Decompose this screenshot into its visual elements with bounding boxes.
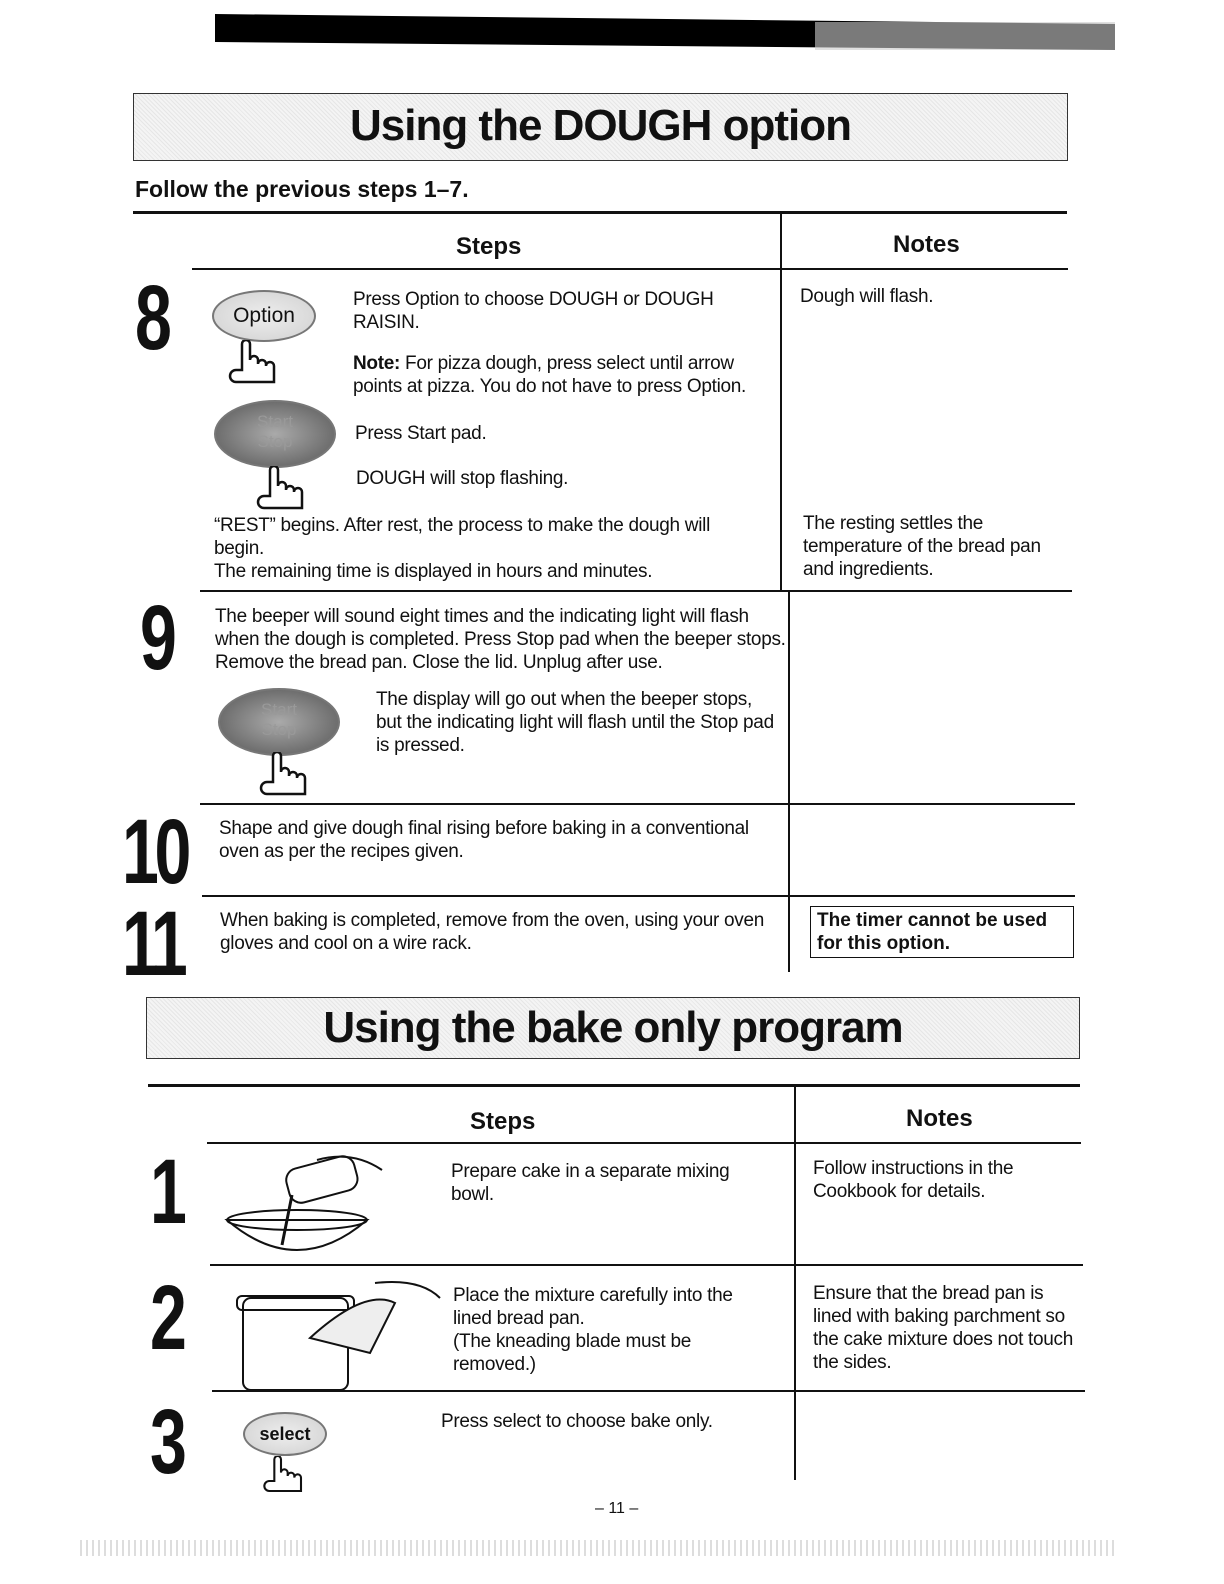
dough-section-title: Using the DOUGH option [133,93,1068,161]
step-number-10: 10 [122,801,188,903]
note-body: For pizza dough, press select until arrow points at pizza. You do not have to press Option. [353,353,747,397]
step-text: (The kneading blade must be removed.) [453,1331,692,1375]
pointing-hand-icon [254,466,314,514]
start-label: Start [257,412,293,431]
notes-header: Notes [893,231,960,258]
page-number: – 11 – [595,1500,639,1517]
steps-header: Steps [470,1108,536,1135]
mixer-bowl-illustration [222,1150,387,1270]
column-divider [794,1087,796,1480]
note-label: Note: [353,353,401,374]
step-number-1: 1 [150,1141,183,1243]
bread-pan-illustration [235,1278,445,1398]
notes-text: Follow instructions in the Cookbook for details. [813,1158,1014,1202]
timer-warning-note: The timer cannot be used for this option. [810,906,1074,958]
start-label: Start [261,700,297,719]
stop-label: Stop [261,720,297,739]
step-number-3: 3 [150,1391,183,1493]
divider [200,590,1072,592]
divider [202,895,1075,897]
step-text: When baking is completed, remove from the oven, using your oven gloves and cool on a wire rack. [220,910,765,954]
header-banner [215,14,1120,54]
step-text: The display will go out when the beeper stops, but the indicating light will flash until the Stop pad is pressed. [376,689,774,756]
step-text: Press Option to choose DOUGH or DOUGH RAISIN. [353,289,714,333]
start-stop-button-illustration [218,688,340,756]
steps-header: Steps [456,233,522,260]
scan-noise [80,1540,1115,1556]
stop-label: Stop [257,432,293,451]
select-button-illustration: select [243,1412,327,1456]
step-text: Prepare cake in a separate mixing bowl. [451,1161,730,1205]
step-number-2: 2 [150,1267,183,1369]
step-text: The beeper will sound eight times and the indicating light will flash when the dough is completed. Press Stop pad when the beeper stops. Remove the bread pan. Close the lid. Unplug after use. [215,606,786,673]
divider [192,268,1068,270]
divider [133,211,1067,214]
note-text [353,352,778,398]
divider [200,803,1075,805]
divider [207,1142,1081,1144]
step-number-8: 8 [135,267,168,369]
step-text: Place the mixture carefully into the lined bread pan. [453,1285,733,1329]
intro-text: Follow the previous steps 1–7. [135,176,469,202]
divider [210,1264,1083,1266]
step-text: Shape and give dough final rising before baking in a conventional oven as per the recipes given. [219,818,749,862]
notes-text: Ensure that the bread pan is lined with baking parchment so the cake mixture does not touch the sides. [813,1283,1074,1373]
bake-section-title: Using the bake only program [146,997,1080,1059]
step-text: DOUGH will stop flashing. [356,468,569,489]
pointing-hand-icon [226,340,286,388]
option-button-illustration: Option [212,290,316,342]
step-text: The remaining time is displayed in hours and minutes. [214,561,653,582]
pointing-hand-icon [257,752,317,800]
pointing-hand-icon [256,1456,316,1496]
column-divider [788,592,790,972]
step-number-9: 9 [140,587,173,689]
step-text: Press Start pad. [355,423,487,444]
step-text: Press select to choose bake only. [441,1411,713,1432]
divider [212,1390,1085,1392]
step-number-11: 11 [122,893,184,995]
notes-header: Notes [906,1105,973,1132]
notes-text: Dough will flash. [800,286,934,307]
divider [148,1084,1080,1087]
step-text: “REST” begins. After rest, the process to make the dough will begin. [214,515,710,559]
notes-text: The resting settles the temperature of the bread pan and ingredients. [803,513,1041,580]
start-stop-button-illustration [214,400,336,468]
